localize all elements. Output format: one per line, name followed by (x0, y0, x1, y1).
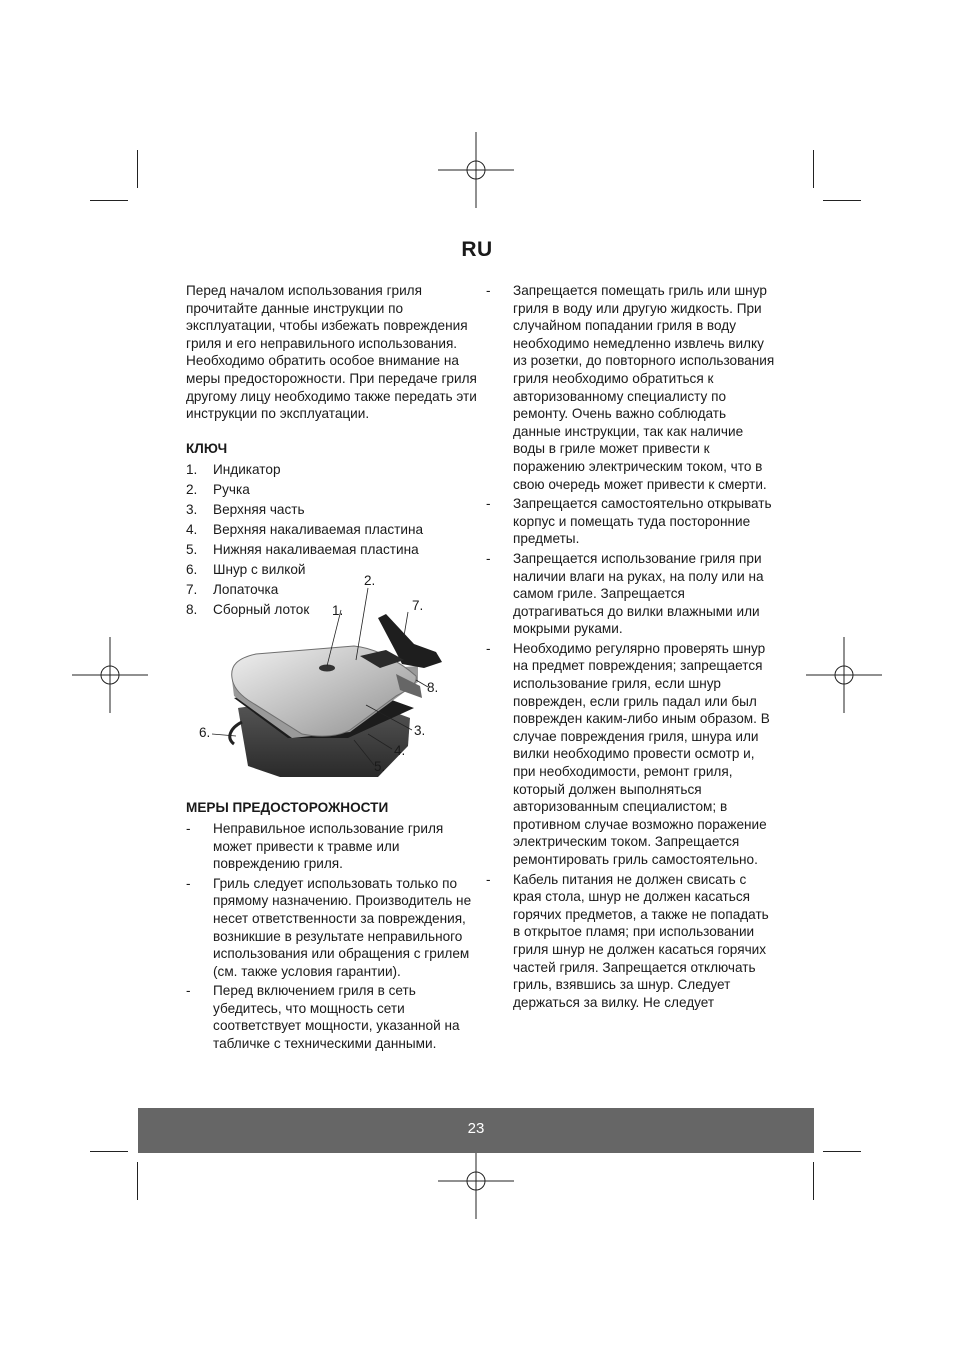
crop-mark (823, 200, 861, 201)
registration-mark (806, 637, 882, 713)
crop-mark (137, 150, 138, 188)
key-heading: КЛЮЧ (186, 440, 228, 456)
precaution-item: - Неправильное использование гриля может привести к травме или повреждению гриля. (186, 820, 444, 872)
key-item: 7. Лопаточка (186, 582, 279, 598)
registration-mark (438, 1143, 514, 1219)
language-tag: RU (461, 238, 493, 261)
right-column (486, 282, 776, 1011)
callout-1: 1. (332, 603, 344, 618)
key-item: 8. Сборный лоток (186, 602, 310, 618)
key-item: 3. Верхняя часть (186, 502, 305, 518)
key-item: 1. Индикатор (186, 462, 281, 478)
footer-bar (138, 1108, 814, 1153)
precaution-item: - Необходимо регулярно проверять шнур на предмет повреждения; запрещается использование гриля, если шнур поврежден, если гриль падал или был поврежден каким-либо иным образом. В случае повреждения гриля, шнура или вилки необходимо провести осмотр и, при необходимости, ремонт гриля, который должен выполняться авторизованным специалистом; в противном случае возможно поражение электрическим током. Запрещается ремонтировать гриль самостоятельно. (486, 640, 770, 867)
callout-4: 4. (394, 743, 406, 758)
precaution-item: - Кабель питания не должен свисать с края стола, шнур не должен касаться горячих предметов, а также не попадать в открытое пламя; при использовании гриля шнур не должен касаться горячих частей гриля. Запрещается отключать гриль, взявшись за шнур. Следует держаться за вилку. Не следует (486, 871, 769, 1010)
callout-5: 5. (374, 759, 386, 774)
key-item: 4. Верхняя накаливаемая пластина (186, 522, 424, 538)
precaution-item: - Запрещается самостоятельно открывать корпус и помещать туда посторонние предметы. (486, 496, 772, 547)
precaution-item: - Гриль следует использовать только по прямому назначению. Производитель не несет ответственности за повреждения, возникшие в результате неправильного использования или обращения с грилем (см. также условия гарантии). (186, 875, 472, 979)
callout-3: 3. (414, 723, 426, 738)
crop-mark (90, 1151, 128, 1152)
precaution-item: - Перед включением гриля в сеть убедитесь, что мощность сети соответствует мощности, указанной на табличке с техническими данными. (186, 983, 460, 1052)
callout-6: 6. (199, 725, 211, 740)
precaution-item: - Запрещается помещать гриль или шнур гриля в воду или другую жидкость. При случайном попадании гриля в воду необходимо немедленно извлечь вилку из розетки, до повторного использования гриля необходимо обратиться к авторизованному специалисту по ремонту. Очень важно соблюдать данные инструкции, так как наличие воды в гриле может привести к поражению электрическим током, что в свою очередь может привести к смерти. (486, 283, 775, 492)
callout-8: 8. (427, 680, 439, 695)
callout-2: 2. (364, 573, 376, 588)
page-number: 23 (467, 1120, 485, 1137)
crop-mark (90, 200, 128, 201)
registration-mark (72, 637, 148, 713)
registration-mark (438, 132, 514, 208)
callout-7: 7. (412, 598, 424, 613)
precautions-list-left (186, 820, 478, 1053)
precautions-heading: МЕРЫ ПРЕДОСТОРОЖНОСТИ (186, 800, 389, 816)
crop-mark (813, 1162, 814, 1200)
key-item: 6. Шнур с вилкой (186, 562, 306, 578)
key-item: 5. Нижняя накаливаемая пластина (186, 542, 419, 558)
intro-paragraph: Перед началом использования гриля прочитайте данные инструкции по эксплуатации, чтобы избежать повреждения гриля и его неправильного использования. Необходимо обратить особое внимание на меры предосторожности. При передаче гриля другому лицу необходимо также передать эти инструкции по эксплуатации. (186, 283, 477, 422)
precaution-item: - Запрещается использование гриля при наличии влаги на руках, на полу или на самом гриле. Запрещается дотрагиваться до вилки влажными или мокрыми руками. (486, 550, 764, 637)
crop-mark (137, 1162, 138, 1200)
crop-mark (813, 150, 814, 188)
key-item: 2. Ручка (186, 482, 250, 498)
crop-mark (823, 1151, 861, 1152)
grill-illustration (190, 570, 460, 785)
power-cord (230, 722, 242, 744)
precautions-list-right (486, 282, 776, 1011)
